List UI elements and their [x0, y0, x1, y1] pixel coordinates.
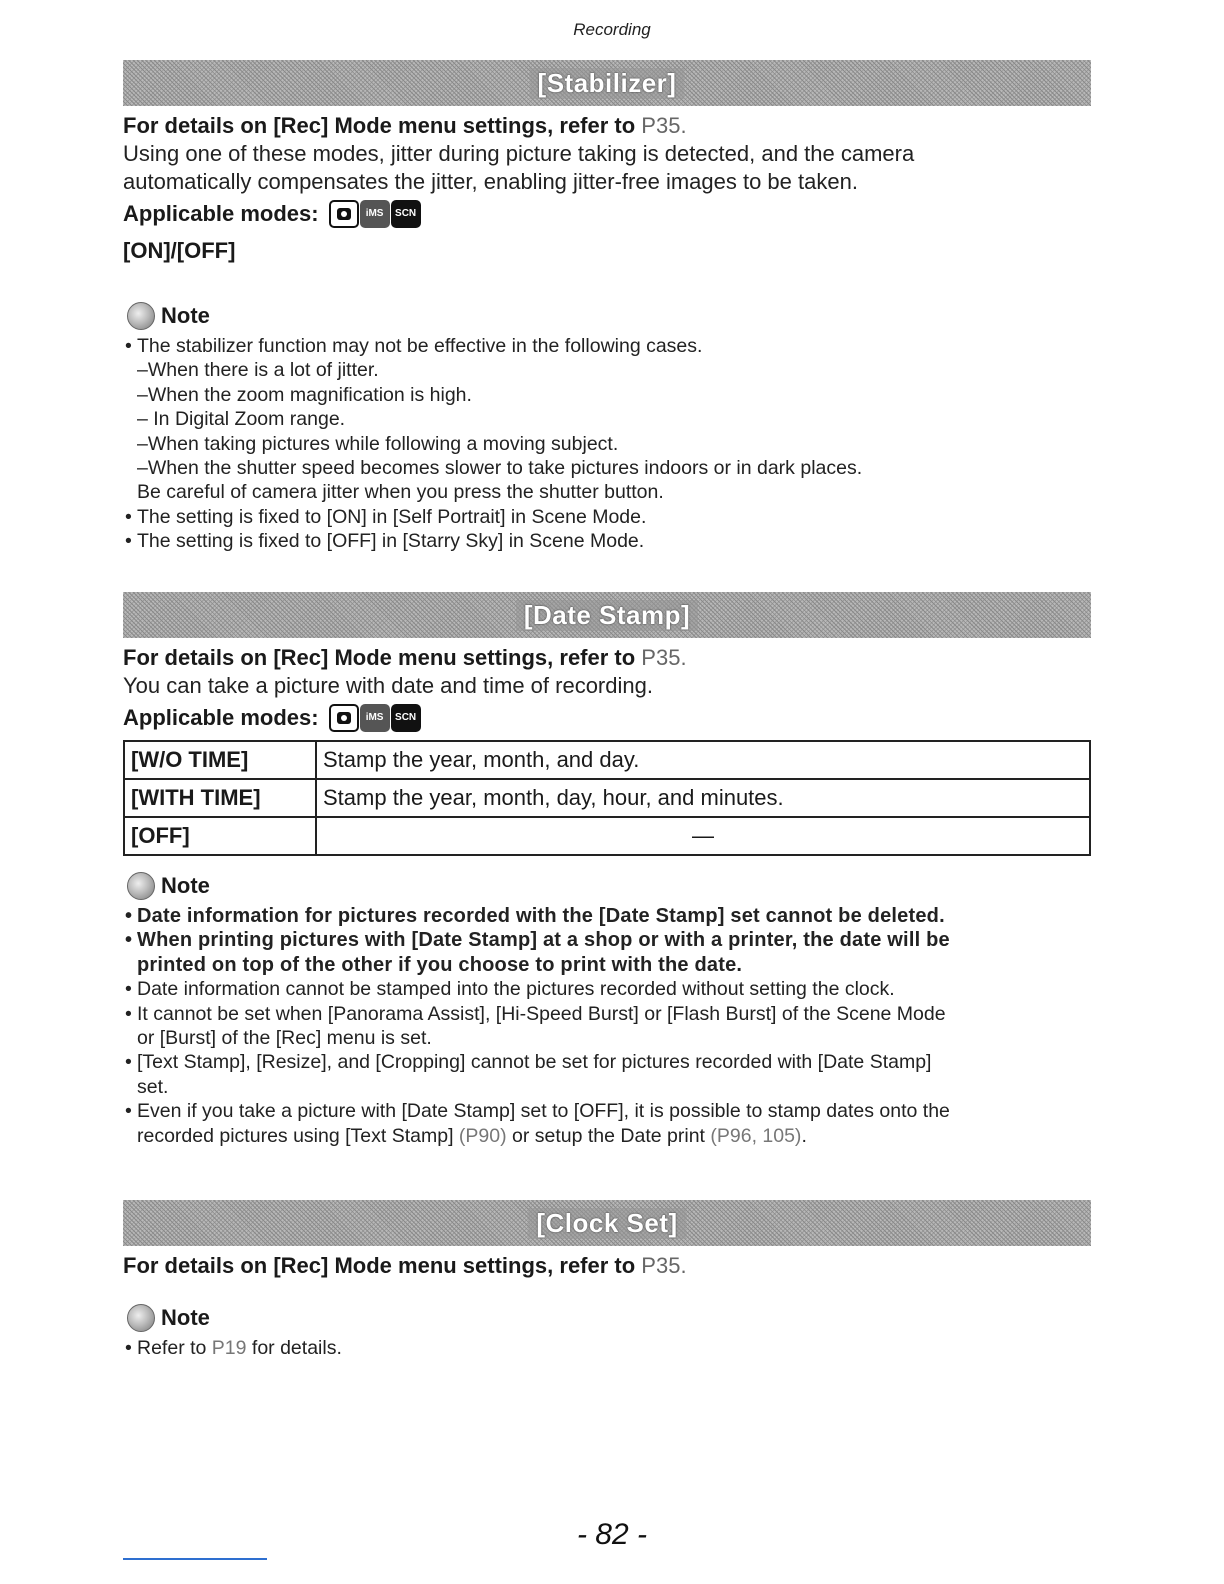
date-stamp-modes: [123, 702, 1091, 734]
date-stamp-note-head: [127, 872, 1091, 900]
scn-mode-icon: SCN: [391, 200, 421, 228]
list-item: printed on top of the other if you choose to print with the date.: [137, 953, 743, 976]
date-stamp-ref: [123, 644, 1091, 672]
list-item: Be careful of camera jitter when you press the shutter button.: [137, 481, 664, 504]
page-number: - 82 -: [576, 1518, 648, 1551]
list-item: [123, 1124, 1091, 1148]
table-row: [124, 779, 1090, 817]
list-item: or [Burst] of the [Rec] menu is set.: [137, 1027, 432, 1050]
camera-mode-icon: [329, 200, 359, 228]
date-stamp-banner: [123, 592, 1091, 638]
stabilizer-title: [Stabilizer]: [530, 68, 685, 99]
page-ref-link[interactable]: (P90): [458, 1124, 507, 1147]
list-item: – In Digital Zoom range.: [137, 408, 346, 431]
clock-set-section: [123, 1200, 1091, 1360]
list-item: [123, 1336, 1091, 1360]
mode-icons: [329, 200, 421, 228]
option-value: —: [316, 817, 1090, 855]
list-item: • [Text Stamp], [Resize], and [Cropping] cannot be set for pictures recorded with [Date Stamp]: [123, 1050, 1091, 1074]
list-item: • When printing pictures with [Date Stamp] at a shop or with a printer, the date will be: [123, 928, 1091, 952]
footer-rule: [123, 1558, 267, 1560]
stabilizer-desc-2: automatically compensates the jitter, enabling jitter-free images to be taken.: [123, 169, 858, 194]
list-item: –When there is a lot of jitter.: [137, 359, 379, 382]
note-text: for details.: [246, 1337, 342, 1359]
option-key: [W/O TIME]: [124, 741, 316, 779]
ref-text: For details on [Rec] Mode menu settings, refer to: [123, 113, 642, 138]
stabilizer-section: [123, 60, 1091, 554]
note-text: or setup the Date print: [506, 1124, 711, 1147]
stabilizer-desc-1: Using one of these modes, jitter during picture taking is detected, and the camera: [123, 141, 915, 166]
list-item: • Even if you take a picture with [Date Stamp] set to [OFF], it is possible to stamp dates onto the: [123, 1099, 1091, 1123]
stabilizer-note-head: [127, 302, 1091, 330]
page-ref-link[interactable]: P35.: [641, 113, 687, 138]
page-ref-link[interactable]: P35.: [641, 645, 687, 670]
list-item: • The setting is fixed to [ON] in [Self Portrait] in Scene Mode.: [123, 505, 1091, 529]
list-item: –When the zoom magnification is high.: [137, 383, 472, 406]
note-icon: [127, 1304, 155, 1332]
scn-mode-icon: SCN: [391, 704, 421, 732]
page-ref-link[interactable]: P19: [211, 1337, 247, 1359]
note-label: Note: [161, 303, 210, 328]
list-item: • Date information cannot be stamped into the pictures recorded without setting the clock.: [123, 977, 1091, 1001]
stabilizer-modes: [123, 198, 1091, 230]
running-head: Recording: [573, 20, 651, 39]
date-stamp-section: [123, 592, 1091, 1148]
table-row: [124, 741, 1090, 779]
date-stamp-title: [Date Stamp]: [516, 600, 698, 631]
option-value: Stamp the year, month, day, hour, and minutes.: [316, 779, 1090, 817]
list-item: –When the shutter speed becomes slower to take pictures indoors or in dark places.: [137, 457, 863, 480]
note-text: .: [801, 1124, 807, 1147]
mode-icons: [329, 704, 421, 732]
note-icon: [127, 302, 155, 330]
clock-set-title: [Clock Set]: [528, 1208, 685, 1239]
option-key: [WITH TIME]: [124, 779, 316, 817]
page-ref-link[interactable]: (P96, 105): [710, 1124, 802, 1147]
stabilizer-banner: [123, 60, 1091, 106]
note-label: Note: [161, 873, 210, 898]
note-label: Note: [161, 1305, 210, 1330]
modes-label: Applicable modes:: [123, 705, 319, 730]
list-item: • The setting is fixed to [OFF] in [Starry Sky] in Scene Mode.: [123, 529, 1091, 553]
clock-set-ref: [123, 1252, 1091, 1280]
date-stamp-table: [123, 740, 1091, 856]
stabilizer-ref: [123, 112, 1091, 140]
note-text: recorded pictures using [Text Stamp]: [137, 1124, 459, 1147]
modes-label: Applicable modes:: [123, 201, 319, 226]
ims-mode-icon: iMS: [360, 200, 390, 228]
list-item: • Date information for pictures recorded with the [Date Stamp] set cannot be deleted.: [123, 904, 1091, 928]
clock-set-note-head: [127, 1304, 1091, 1332]
camera-mode-icon: [329, 704, 359, 732]
clock-set-banner: [123, 1200, 1091, 1246]
date-stamp-desc: You can take a picture with date and time of recording.: [123, 673, 653, 698]
ref-text: For details on [Rec] Mode menu settings, refer to: [123, 645, 642, 670]
note-icon: [127, 872, 155, 900]
clock-set-notes: [123, 1336, 1091, 1360]
list-item: • It cannot be set when [Panorama Assist], [Hi-Speed Burst] or [Flash Burst] of the Scene Mode: [123, 1002, 1091, 1026]
page-ref-link[interactable]: P35.: [641, 1253, 687, 1278]
list-item: set.: [137, 1075, 169, 1098]
ref-text: For details on [Rec] Mode menu settings, refer to: [123, 1253, 642, 1278]
option-key: [OFF]: [124, 817, 316, 855]
stabilizer-options: [ON]/[OFF]: [123, 238, 236, 263]
list-item: • The stabilizer function may not be effective in the following cases.: [123, 334, 1091, 358]
ims-mode-icon: iMS: [360, 704, 390, 732]
date-stamp-notes: [123, 904, 1091, 1148]
list-item: –When taking pictures while following a moving subject.: [137, 432, 619, 455]
stabilizer-notes: [123, 334, 1091, 554]
note-text: Refer to: [137, 1337, 212, 1359]
option-value: Stamp the year, month, and day.: [316, 741, 1090, 779]
table-row: [124, 817, 1090, 855]
